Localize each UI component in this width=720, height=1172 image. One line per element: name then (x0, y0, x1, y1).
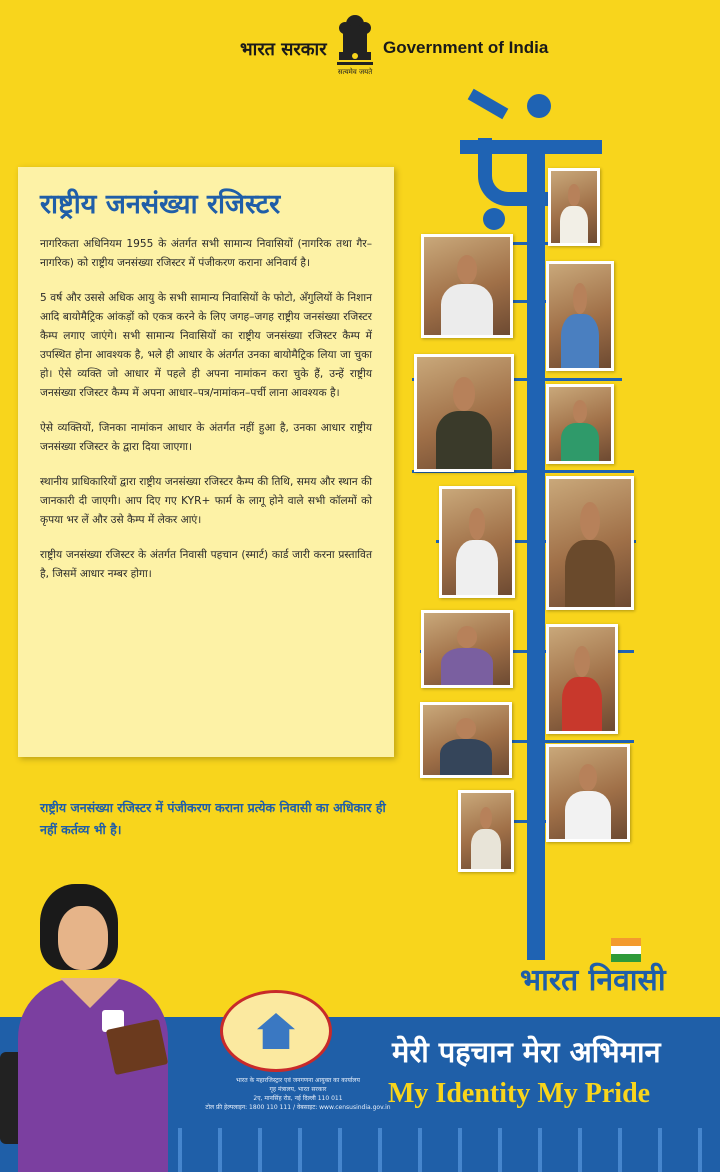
tree-trunk (527, 140, 545, 960)
pride-slogan-english: My Identity My Pride (388, 1078, 651, 1109)
address-line: 2ए, मानसिंह रोड, नई दिल्ली 110 011 (253, 1095, 343, 1102)
house-icon (257, 1013, 295, 1049)
resident-photo (546, 384, 614, 464)
resident-photo (546, 261, 614, 371)
mein-bindu (483, 208, 505, 230)
npr-seal-logo (220, 990, 332, 1072)
mein-vowel-stroke (468, 89, 509, 119)
resident-photo (546, 624, 618, 734)
info-panel (18, 167, 394, 757)
mein-dot (527, 94, 551, 118)
resident-photo (548, 168, 600, 246)
pride-slogan-hindi: मेरी पहचान मेरा अभिमान (392, 1035, 661, 1069)
info-paragraph-3: ऐसे व्यक्तियों, जिनका नामांकन आधार के अंतर्गत नहीं हुआ है, उनका आधार राष्ट्रीय जनसंख्या रजिस्टर के द्वारा दिया जाएगा। (40, 422, 372, 453)
resident-photo (458, 790, 514, 872)
national-emblem-icon (333, 12, 377, 70)
resident-photo (546, 476, 634, 610)
slogan-text: राष्ट्रीय जनसंख्या रजिस्टर में पंजीकरण कराना प्रत्येक निवासी का अधिकार ही नहीं कर्तव्य भी है। (40, 800, 386, 837)
office-address (198, 1076, 398, 1112)
address-line: भारत के महारजिस्ट्रार एवं जनगणना आयुक्त का कार्यालय (236, 1077, 360, 1084)
enumerator-face (58, 906, 108, 970)
info-paragraph-2: 5 वर्ष और उससे अधिक आयु के सभी सामान्य निवासियों के फोटो, अँगुलियों के निशान आदि बायोमैट्रिक आंकड़ों को एकत्र करने के लिए जगह–जगह राष्ट्रीय जनसंख्या रजिस्टर कैम्प लगाए जाएंगे। सभी सामान्य निवासियों का राष्ट्रीय जनसंख्या रजिस्टर कैम्प में उपस्थित होना आवश्यक है, भले ही आधार के अंतर्गत उनका बायोमैट्रिक लिया जा चुका हो। ऐसे व्यक्ति जो आधार में पहले ही अपना नामांकन करा चुके हैं, उन्हें राष्ट्रीय जनसंख्या रजिस्टर कैम्प में अपना आधार–पत्र/नामांकन–पर्ची लाना आवश्यक है। (40, 292, 372, 399)
resident-photo (439, 486, 515, 598)
info-paragraph-1: नागरिकता अधिनियम 1955 के अंतर्गत सभी सामान्य निवासियों (नागरिक तथा गैर–नागरिक) को राष्ट्रीय जनसंख्या रजिस्टर में पंजीकरण कराना अनिवार्य है। (40, 238, 372, 269)
info-title: राष्ट्रीय जनसंख्या रजिस्टर (40, 189, 281, 220)
info-paragraph-4: स्थानीय प्राधिकारियों द्वारा राष्ट्रीय जनसंख्या रजिस्टर कैम्प की तिथि, समय और स्थान की जानकारी दी जाएगी। आप दिए गए KYR+ फार्म के लागू होने वाले सभी कॉलमों को कृपया भर लें और उसे कैम्प में लेकर आएं। (40, 476, 372, 526)
address-line: टोल फ्री हेल्पलाइन: 1800 110 111 / वेबसाइट: www.censusindia.gov.in (205, 1104, 391, 1111)
resident-photo (420, 702, 512, 778)
residents-label: भारत निवासी (520, 963, 666, 998)
header-english-label: Government of India (383, 38, 549, 57)
enumerator-woman-body (18, 978, 168, 1172)
resident-photo (546, 744, 630, 842)
info-paragraph-5: राष्ट्रीय जनसंख्या रजिस्टर के अंतर्गत निवासी पहचान (स्मार्ट) कार्ड जारी करना प्रस्तावित है, जिसमें आधार नम्बर होगा। (40, 549, 372, 580)
address-line: गृह मंत्रालय, भारत सरकार (269, 1086, 327, 1093)
emblem-motto: सत्यमेव जयते (337, 68, 373, 76)
resident-photo (421, 234, 513, 338)
header-hindi-label: भारत सरकार (240, 39, 327, 60)
resident-photo (421, 610, 513, 688)
resident-photo (414, 354, 514, 472)
